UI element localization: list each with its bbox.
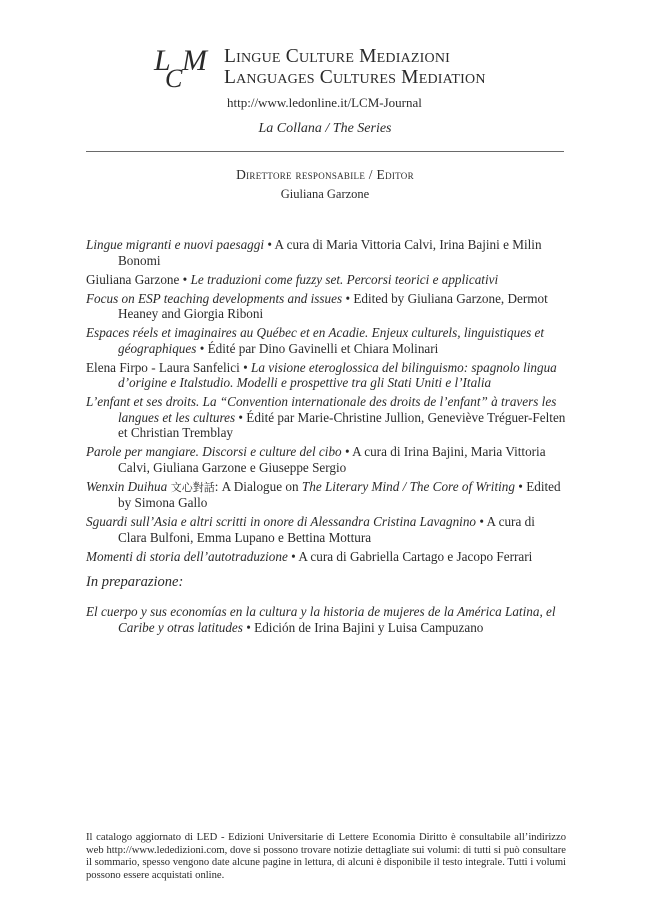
- header-divider: [86, 151, 564, 152]
- volume-entry: [86, 604, 566, 635]
- volume-title: Espaces réels et imaginaires au Québec et en Acadie. Enjeux culturels, linguistiques et géographiques: [86, 325, 545, 356]
- svg-text:M: M: [182, 44, 207, 77]
- volume-list: [86, 237, 566, 568]
- volume-author: Elena Firpo - Laura Sanfelici: [86, 359, 240, 375]
- bullet-separator: •: [476, 514, 487, 529]
- volume-subtitle: The Literary Mind / The Core of Writing: [301, 478, 515, 494]
- in-preparation-heading: In preparazione:: [86, 574, 184, 590]
- in-preparation-list: [86, 604, 566, 639]
- volume-editors: A cura di Gabriella Cartago e Jacopo Ferrari: [298, 548, 533, 564]
- volume-title: L’enfant et ses droits. La “Convention internationale des droits de l’enfant” à travers les langues et les cultures: [86, 394, 557, 425]
- volume-title: Le traduzioni come fuzzy set. Percorsi teorici e applicativi: [190, 271, 499, 287]
- series-name-english: Languages Cultures Mediation: [224, 67, 486, 88]
- editor-title: Direttore responsabile / Editor: [236, 167, 414, 182]
- volume-editors: A cura di Clara Bulfoni, Emma Lupano e Bettina Mottura: [118, 514, 535, 545]
- collana-label: La Collana / The Series: [258, 121, 392, 136]
- chinese-title: 文心對話: [167, 480, 215, 494]
- volume-author: Giuliana Garzone: [86, 271, 180, 287]
- volume-entry: [86, 394, 566, 441]
- bullet-separator: •: [235, 409, 247, 425]
- volume-title: El cuerpo y sus economías en la cultura y la historia de mujeres de la América Latina, el Caribe y otras latitudes: [86, 604, 556, 635]
- editor-name: Giuliana Garzone: [280, 187, 370, 201]
- volume-editors: A cura di Irina Bajini, Maria Vittoria Calvi, Giuliana Garzone e Giuseppe Sergio: [118, 444, 546, 475]
- bullet-separator: •: [196, 340, 208, 356]
- volume-editors: Edited by Simona Gallo: [118, 478, 561, 510]
- lcm-logo: [152, 40, 218, 90]
- volume-title: Parole per mangiare. Discorsi e culture del cibo: [86, 444, 342, 459]
- volume-entry: [86, 360, 566, 391]
- volume-title: Focus on ESP teaching developments and issues: [86, 290, 343, 306]
- series-names: [224, 46, 486, 88]
- catalog-note: Il catalogo aggiornato di LED - Edizioni Universitarie di Lettere Economia Diritto è consultabile all’indirizzo web http://www.lededizioni.com, dove si possono trovare notizie dettagliate sui volumi: di tutti si può consultare il sommario, spesso vengono date alcune pagine in lettura, di alcuni è disponibile il testo integrale. Tutti i volumi possono essere acquistati online.: [86, 832, 566, 881]
- volume-editors: Édité par Dino Gavinelli et Chiara Molinari: [207, 340, 439, 356]
- volume-entry: [86, 514, 566, 545]
- series-name-italian: Lingue Culture Mediazioni: [224, 46, 451, 67]
- volume-entry: [86, 291, 566, 322]
- bullet-separator: •: [239, 359, 252, 375]
- bullet-separator: •: [342, 290, 354, 306]
- bullet-separator: •: [242, 619, 255, 635]
- bullet-separator: •: [179, 271, 191, 287]
- volume-title: Lingue migranti e nuovi paesaggi: [86, 237, 265, 252]
- bullet-separator: •: [264, 237, 275, 252]
- volume-editors: Edited by Giuliana Garzone, Dermot Heaney and Giorgia Riboni: [118, 290, 548, 321]
- volume-title: Sguardi sull’Asia e altri scritti in onore di Alessandra Cristina Lavagnino: [86, 514, 477, 529]
- volume-editors: Édité par Marie-Christine Jullion, Geneviève Tréguer-Felten et Christian Tremblay: [118, 409, 566, 440]
- volume-entry: [86, 479, 566, 511]
- volume-title: Momenti di storia dell’autotraduzione: [86, 548, 288, 564]
- series-header: [152, 40, 572, 90]
- volume-title: La visione eteroglossica del bilinguismo: spagnolo lingua d’origine e Italstudio. Modelli e prospettive tra gli Stati Uniti e l’Italia: [118, 359, 557, 390]
- volume-entry: [86, 549, 566, 565]
- volume-entry: [86, 325, 566, 356]
- bullet-separator: •: [341, 444, 353, 459]
- volume-title: Wenxin Duihua: [86, 478, 168, 494]
- svg-text:C: C: [165, 64, 183, 90]
- bullet-separator: •: [514, 478, 527, 494]
- volume-editors: Edición de Irina Bajini y Luisa Campuzano: [254, 619, 484, 635]
- volume-editors: A cura di Maria Vittoria Calvi, Irina Bajini e Milin Bonomi: [118, 237, 542, 268]
- title-connector: : A Dialogue on: [214, 478, 302, 494]
- svg-text:L: L: [154, 44, 171, 77]
- volume-entry: [86, 237, 566, 268]
- volume-entry: [86, 272, 566, 288]
- journal-url: http://www.ledonline.it/LCM-Journal: [227, 95, 422, 110]
- bullet-separator: •: [287, 548, 299, 564]
- volume-entry: [86, 444, 566, 475]
